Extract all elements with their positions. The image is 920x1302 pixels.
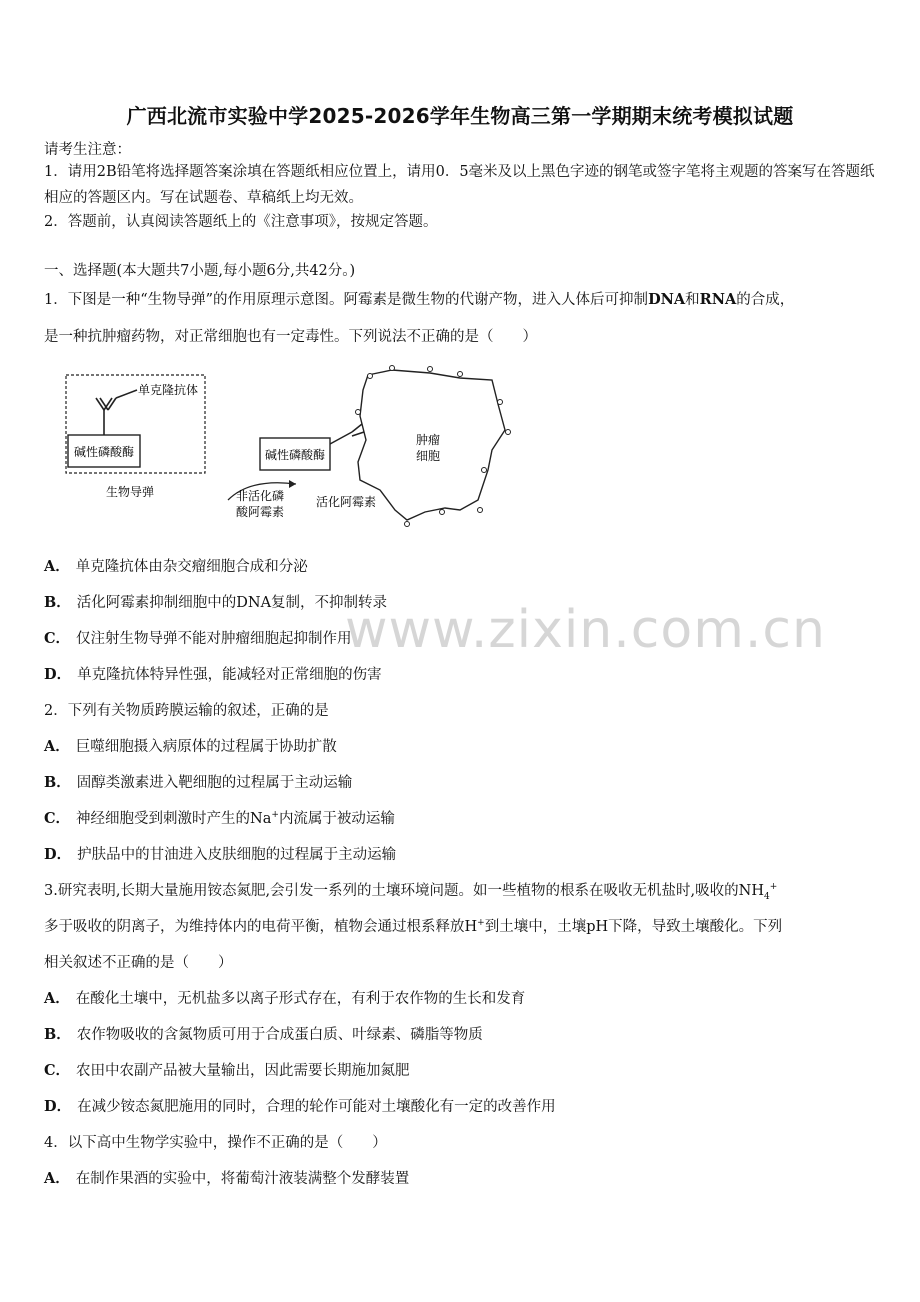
option-text: 巨噬细胞摄入病原体的过程属于协助扩散 <box>75 739 337 755</box>
section-heading: 一、选择题(本大题共7小题,每小题6分,共42分。) <box>44 263 356 279</box>
q2-option-c[interactable] <box>44 807 395 828</box>
active-label: 活化阿霉素 <box>316 495 377 509</box>
superscript: + <box>271 810 279 821</box>
q1-option-b[interactable] <box>44 591 387 612</box>
question-3-line-1 <box>44 879 777 902</box>
enzyme-label-1: 碱性磷酸酶 <box>74 445 135 459</box>
question-2-stem: 2．下列有关物质跨膜运输的叙述，正确的是 <box>44 703 329 719</box>
option-letter: B． <box>44 1026 71 1043</box>
bound-antibody-icon <box>330 424 364 444</box>
question-3-line-3: 相关叙述不正确的是（ ） <box>44 955 233 971</box>
question-3-text: 到土壤中，土壤pH下降，导致土壤酸化。下列 <box>484 919 783 935</box>
enzyme-label-2: 碱性磷酸酶 <box>265 448 326 462</box>
question-1-text-a: 1．下图是一种“生物导弹”的作用原理示意图。阿霉素是微生物的代谢产物，进入人体后可抑制 <box>44 292 649 308</box>
option-letter: B． <box>44 774 71 791</box>
q3-option-c[interactable] <box>44 1059 410 1080</box>
option-text: 内流属于被动运输 <box>278 811 395 827</box>
q1-option-a[interactable] <box>44 555 308 576</box>
q2-option-d[interactable] <box>44 843 396 864</box>
option-letter: D． <box>44 1098 72 1115</box>
notice-heading: 请考生注意： <box>44 142 131 158</box>
q1-option-c[interactable] <box>44 627 352 648</box>
q2-option-b[interactable] <box>44 771 352 792</box>
question-1-stem-line2: 是一种抗肿瘤药物，对正常细胞也有一定毒性。下列说法不正确的是（ ） <box>44 329 537 345</box>
superscript: + <box>769 882 778 893</box>
question-1-text-c: 和 <box>685 292 700 308</box>
option-letter: D． <box>44 666 72 683</box>
option-letter: A． <box>44 738 70 755</box>
q4-option-a[interactable] <box>44 1167 409 1188</box>
antibody-icon <box>96 390 137 435</box>
option-text: 单克隆抗体特异性强，能减轻对正常细胞的伤害 <box>77 667 382 683</box>
option-letter: D． <box>44 846 72 863</box>
inactive-label-2: 酸阿霉素 <box>236 505 285 519</box>
option-text: 护肤品中的甘油进入皮肤细胞的过程属于主动运输 <box>77 847 397 863</box>
q3-option-b[interactable] <box>44 1023 483 1044</box>
option-text: 仅注射生物导弹不能对肿瘤细胞起抑制作用 <box>76 631 352 647</box>
biological-missile-diagram <box>40 360 520 535</box>
option-letter: A． <box>44 558 70 575</box>
antibody-label: 单克隆抗体 <box>138 383 199 397</box>
q3-option-a[interactable] <box>44 987 525 1008</box>
notice-item-1: 1．请用2B铅笔将选择题答案涂填在答题纸相应位置上，请用0．5毫米及以上黑色字迹的钢笔或签字笔将主观题的答案写在答题纸相应的答题区内。写在试题卷、草稿纸上均无效。 <box>44 164 875 206</box>
option-letter: A． <box>44 990 70 1007</box>
option-text: 活化阿霉素抑制细胞中的DNA复制，不抑制转录 <box>76 595 388 611</box>
option-text: 单克隆抗体由杂交瘤细胞合成和分泌 <box>75 559 308 575</box>
option-letter: C． <box>44 630 71 647</box>
option-letter: B． <box>44 594 71 611</box>
question-1-stem <box>44 288 794 309</box>
option-text: 在减少铵态氮肥施用的同时，合理的轮作可能对土壤酸化有一定的改善作用 <box>77 1099 556 1115</box>
tumor-label-2: 细胞 <box>416 449 441 463</box>
missile-label: 生物导弹 <box>106 485 155 499</box>
q2-option-a[interactable] <box>44 735 337 756</box>
option-text: 在酸化土壤中，无机盐多以离子形式存在，有利于农作物的生长和发育 <box>75 991 526 1007</box>
question-1-rna: RNA <box>699 291 737 308</box>
superscript: + <box>477 918 485 929</box>
question-3-text: 3.研究表明,长期大量施用铵态氮肥,会引发一系列的土壤环境问题。如一些植物的根系在吸收无机盐时,吸收的NH <box>44 883 764 899</box>
option-text: 固醇类激素进入靶细胞的过程属于主动运输 <box>76 775 353 791</box>
q1-option-d[interactable] <box>44 663 382 684</box>
option-text: 农田中农副产品被大量输出，因此需要长期施加氮肥 <box>76 1063 410 1079</box>
exam-title: 广西北流市实验中学2025-2026学年生物高三第一学期期末统考模拟试题 <box>126 104 794 128</box>
question-3-text: 多于吸收的阴离子，为维持体内的电荷平衡，植物会通过根系释放H <box>44 919 478 935</box>
option-text: 在制作果酒的实验中，将葡萄汁液装满整个发酵装置 <box>75 1171 410 1187</box>
option-text: 农作物吸收的含氮物质可用于合成蛋白质、叶绿素、磷脂等物质 <box>76 1027 483 1043</box>
question-1-dna: DNA <box>648 291 686 308</box>
inactive-label-1: 非活化磷 <box>236 489 285 503</box>
option-letter: C． <box>44 810 71 827</box>
option-letter: C． <box>44 1062 71 1079</box>
q3-option-d[interactable] <box>44 1095 556 1116</box>
arrow-head-icon <box>289 480 296 488</box>
option-text: 神经细胞受到刺激时产生的Na <box>76 811 272 827</box>
question-3-line-2 <box>44 915 782 936</box>
question-4-stem: 4．以下高中生物学实验中，操作不正确的是（ ） <box>44 1135 387 1151</box>
subscript: 4 <box>764 891 770 902</box>
notice-item-2: 2．答题前，认真阅读答题纸上的《注意事项》，按规定答题。 <box>44 214 438 230</box>
watermark: www.zixin.com.cn <box>345 600 826 660</box>
option-letter: A． <box>44 1170 70 1187</box>
question-1-text-e: 的合成， <box>736 292 795 308</box>
tumor-label-1: 肿瘤 <box>416 433 441 447</box>
